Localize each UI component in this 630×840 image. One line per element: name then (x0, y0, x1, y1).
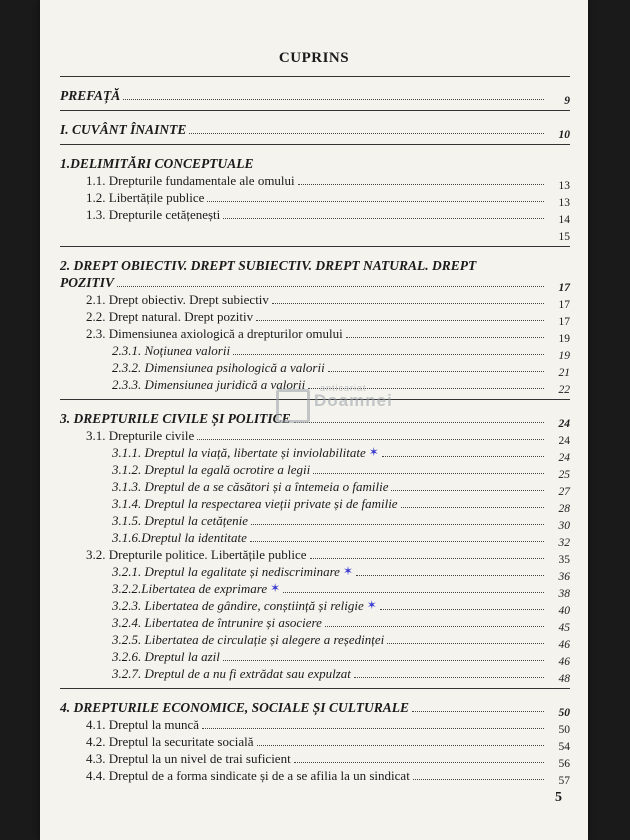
toc-entry: 2.3.3. Dimensiunea juridică a valorii 22 (112, 377, 570, 396)
toc-entry: 2.2. Drept natural. Drept pozitiv 17 (86, 309, 570, 328)
toc-entry: 4.2. Dreptul la securitate socială 54 (86, 734, 570, 753)
toc-entry: 3.2.1. Dreptul la egalitate și nediscriminare ✶ 36 (112, 564, 570, 583)
toc-entry: 2.1. Drept obiectiv. Drept subiectiv 17 (86, 292, 570, 311)
toc-entry: 3.1.5. Dreptul la cetățenie 30 (112, 513, 570, 532)
toc-entry: 1.3. Drepturile cetățenești 14 (86, 207, 570, 226)
toc-entry: 3.1. Drepturile civile 24 (86, 428, 570, 447)
table-of-contents (60, 76, 570, 790)
toc-entry: 4.3. Dreptul la un nivel de trai suficient 56 (86, 751, 570, 770)
toc-entry: 3.1.1. Dreptul la viață, libertate și inviolabilitate ✶ 24 (112, 445, 570, 464)
toc-entry: 3.2.7. Dreptul de a nu fi extrădat sau expulzat 48 (112, 666, 570, 685)
toc-section-prefata (60, 76, 570, 110)
toc-section-2 (60, 246, 570, 399)
toc-heading: 4. DREPTURILE ECONOMICE, SOCIALE ȘI CULTURALE 50 (60, 700, 570, 719)
toc-heading: POZITIV 17 (60, 275, 570, 294)
toc-entry: 3.1.6.Dreptul la identitate 32 (112, 530, 570, 549)
toc-entry: 3.1.2. Dreptul la egală ocrotire a legii 25 (112, 462, 570, 481)
toc-entry: 15 (558, 231, 570, 243)
page-number: 5 (555, 790, 562, 805)
toc-entry: 2.3. Dimensiunea axiologică a drepturilor omului 19 (86, 326, 570, 345)
toc-heading: 1.DELIMITĂRI CONCEPTUALE (60, 156, 254, 171)
toc-entry: 3.2. Drepturile politice. Libertățile publice 35 (86, 547, 570, 566)
watermark-logo: anticariat Doamnei (276, 383, 416, 423)
handwritten-star-mark: ✶ (270, 581, 281, 595)
page-title: CUPRINS (278, 50, 350, 66)
toc-heading: 3. DREPTURILE CIVILE ȘI POLITICE 24 (60, 411, 570, 430)
handwritten-star-mark: ✶ (342, 564, 354, 578)
toc-heading: I. CUVÂNT ÎNAINTE 10 (60, 122, 570, 141)
toc-entry: 1.1. Drepturile fundamentale ale omului 13 (86, 173, 570, 192)
toc-entry: 4.4. Dreptul de a forma sindicate și de a se afilia la un sindicat 57 (86, 768, 570, 787)
toc-section-3 (60, 399, 570, 688)
watermark-square-icon (276, 389, 310, 423)
toc-entry: 2.3.1. Noțiunea valorii 19 (112, 343, 570, 362)
toc-entry: 3.2.5. Libertatea de circulație și alegere a reședinței 46 (112, 632, 570, 651)
toc-entry: 1.2. Libertățile publice 13 (86, 190, 570, 209)
toc-entry: 3.1.3. Dreptul de a se căsători și a întemeia o familie 27 (112, 479, 570, 498)
toc-entry: 4.1. Dreptul la muncă 50 (86, 717, 570, 736)
toc-entry: 3.1.4. Dreptul la respectarea vieții private și de familie 28 (112, 496, 570, 515)
toc-entry: 3.2.2.Libertatea de exprimare ✶ 38 (112, 581, 570, 600)
toc-heading: PREFAȚĂ 9 (60, 88, 570, 107)
toc-entry: 3.2.6. Dreptul la azil 46 (112, 649, 570, 668)
toc-entry: 3.2.4. Libertatea de întrunire și asociere 45 (112, 615, 570, 634)
toc-entry: 3.2.3. Libertatea de gândire, conștiință și religie ✶ 40 (112, 598, 570, 617)
book-page (40, 0, 588, 840)
handwritten-star-mark: ✶ (368, 445, 379, 459)
toc-entry: 2.3.2. Dimensiunea psihologică a valorii 21 (112, 360, 570, 379)
toc-section-4 (60, 688, 570, 790)
toc-heading-line: 2. DREPT OBIECTIV. DREPT SUBIECTIV. DREPT NATURAL. DREPT (60, 258, 477, 273)
toc-section-cuvant-inainte (60, 110, 570, 144)
handwritten-star-mark: ✶ (366, 598, 377, 612)
toc-section-1 (60, 144, 570, 246)
